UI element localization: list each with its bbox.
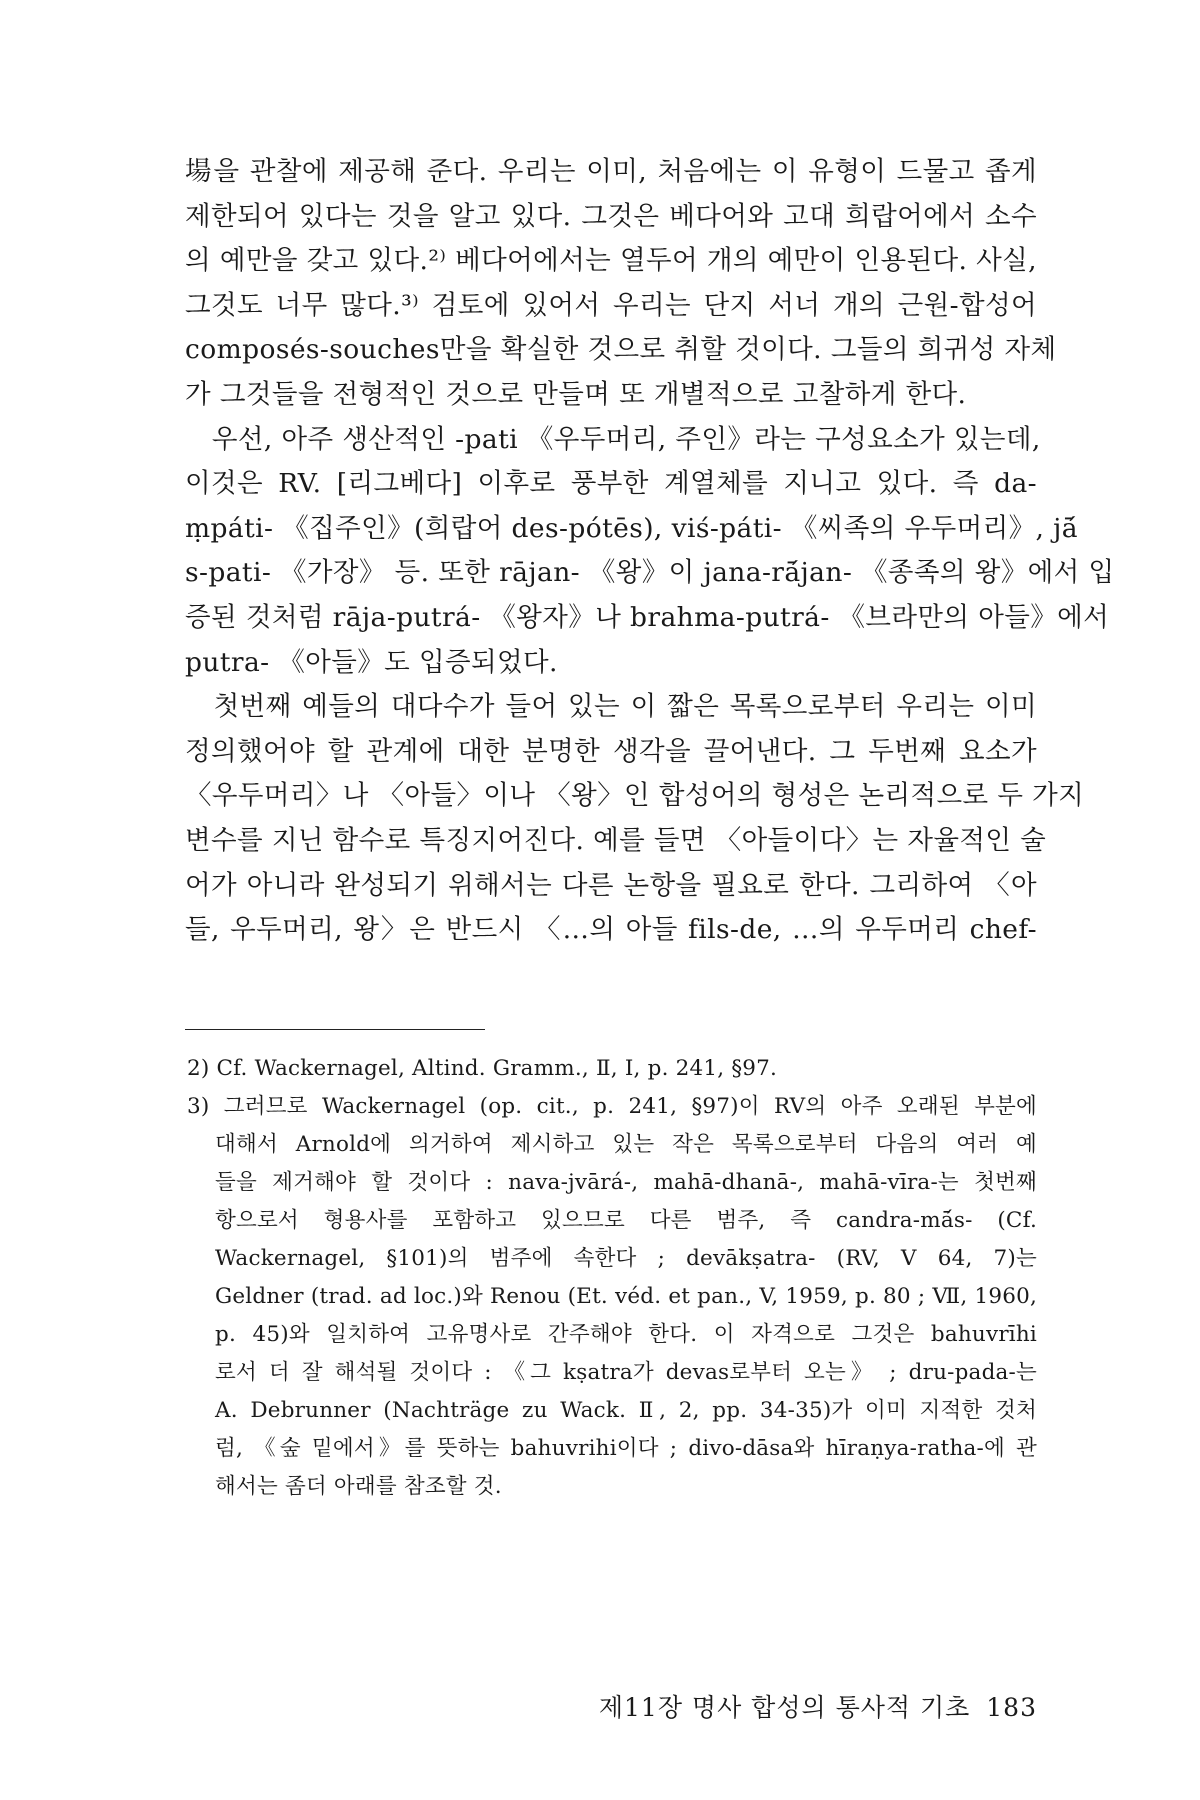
body-line: 의 예만을 갖고 있다.²⁾ 베다어에서는 열두어 개의 예만이 인용된다. 사실, [185, 245, 1037, 277]
body-line: 첫번째 예들의 대다수가 들어 있는 이 짧은 목록으로부터 우리는 이미 [185, 691, 1037, 723]
body-line: 가 그것들을 전형적인 것으로 만들며 또 개별적으로 고찰하게 한다. [185, 378, 967, 410]
footnote-3-line: 럼, 《숲 밑에서》를 뜻하는 bahuvrihi이다 ; divo-dāsa와 hīraṇya-ratha-에 관 [215, 1436, 1037, 1461]
footnotes [185, 1050, 1037, 1506]
body-line: 場을 관찰에 제공해 준다. 우리는 이미, 처음에는 이 유형이 드물고 좁게 [185, 156, 1037, 187]
footnote-separator [185, 1029, 485, 1030]
footnote-3-line: 항으로서 형용사를 포함하고 있으므로 다른 범주, 즉 candra-mā́s- (Cf. [215, 1208, 1037, 1233]
page-number: 183 [986, 1693, 1037, 1722]
body-line: 어가 아니라 완성되기 위해서는 다른 논항을 필요로 한다. 그리하여 〈아 [185, 869, 1037, 901]
body-line: putra- 《아들》도 입증되었다. [185, 646, 558, 678]
footnote-3-line: p. 45)와 일치하여 고유명사로 간주해야 한다. 이 자격으로 그것은 bahuvrīhi [215, 1322, 1037, 1347]
body-line: 변수를 지닌 함수로 특징지어진다. 예를 들면 〈아들이다〉는 자율적인 술 [185, 824, 1047, 856]
body-line: 제한되어 있다는 것을 알고 있다. 그것은 베다어와 고대 희랍어에서 소수 [185, 200, 1037, 232]
body-line: 이것은 RV. [리그베다] 이후로 풍부한 계열체를 지니고 있다. 즉 da- [185, 468, 1037, 500]
book-page [185, 150, 1115, 1770]
footnote-3-line: 로서 더 잘 해석될 것이다 : 《그 kṣatra가 devas로부터 오는》 ; dru-pada-는 [215, 1360, 1037, 1385]
footnote-3-line: 대해서 Arnold에 의거하여 제시하고 있는 작은 목록으로부터 다음의 여러 예 [215, 1132, 1037, 1157]
body-line: 〈우두머리〉나 〈아들〉이나 〈왕〉인 합성어의 형성은 논리적으로 두 가지 [185, 780, 1085, 812]
body-line: 증된 것처럼 rāja-putrá- 《왕자》나 brahma-putrá- 《브라만의 아들》에서 [185, 601, 1110, 633]
footnote-2: 2) Cf. Wackernagel, Altind. Gramm., Ⅱ, Ⅰ, p. 241, §97. [187, 1056, 778, 1081]
body-line: composés-souches만을 확실한 것으로 취할 것이다. 그들의 희귀성 자체 [185, 334, 1057, 366]
footnote-3-line: Wackernagel, §101)의 범주에 속한다 ; devākṣatra- (RV, V 64, 7)는 [215, 1246, 1037, 1271]
body-line: ṃpáti- 《집주인》(희랍어 des-pótēs), viś-páti- 《씨족의 우두머리》, jā́ [185, 512, 1078, 544]
page-footer [185, 1688, 1037, 1724]
body-line: s-pati- 《가장》 등. 또한 rājan- 《왕》이 jana-rā́jan- 《종족의 왕》에서 입 [185, 557, 1115, 589]
footnote-3-line: A. Debrunner (Nachträge zu Wack. Ⅱ, 2, pp. 34-35)가 이미 지적한 것처 [215, 1398, 1037, 1423]
body-line: 들, 우두머리, 왕〉은 반드시 〈…의 아들 fils-de, …의 우두머리 chef- [185, 914, 1037, 946]
body-text [185, 150, 1115, 953]
body-line: 정의했어야 할 관계에 대한 분명한 생각을 끌어낸다. 그 두번째 요소가 [185, 735, 1037, 767]
footnote-3-line: Geldner (trad. ad loc.)와 Renou (Et. véd. et pan., V, 1959, p. 80 ; Ⅶ, 1960, [215, 1284, 1037, 1309]
footnote-3-line: 해서는 좀더 아래를 참조할 것. [215, 1474, 502, 1499]
footnote-3-line: 3) 그러므로 Wackernagel (op. cit., p. 241, §97)이 RV의 아주 오래된 부분에 [187, 1094, 1037, 1119]
body-line: 우선, 아주 생산적인 -pati 《우두머리, 주인》라는 구성요소가 있는데, [185, 423, 1041, 455]
footnote-3-line: 들을 제거해야 할 것이다 : nava-jvārá-, mahā-dhanā-, mahā-vīra-는 첫번째 [215, 1170, 1037, 1195]
running-title: 제11장 명사 합성의 통사적 기초 [598, 1693, 971, 1722]
body-line: 그것도 너무 많다.³⁾ 검토에 있어서 우리는 단지 서너 개의 근원-합성어 [185, 289, 1037, 321]
